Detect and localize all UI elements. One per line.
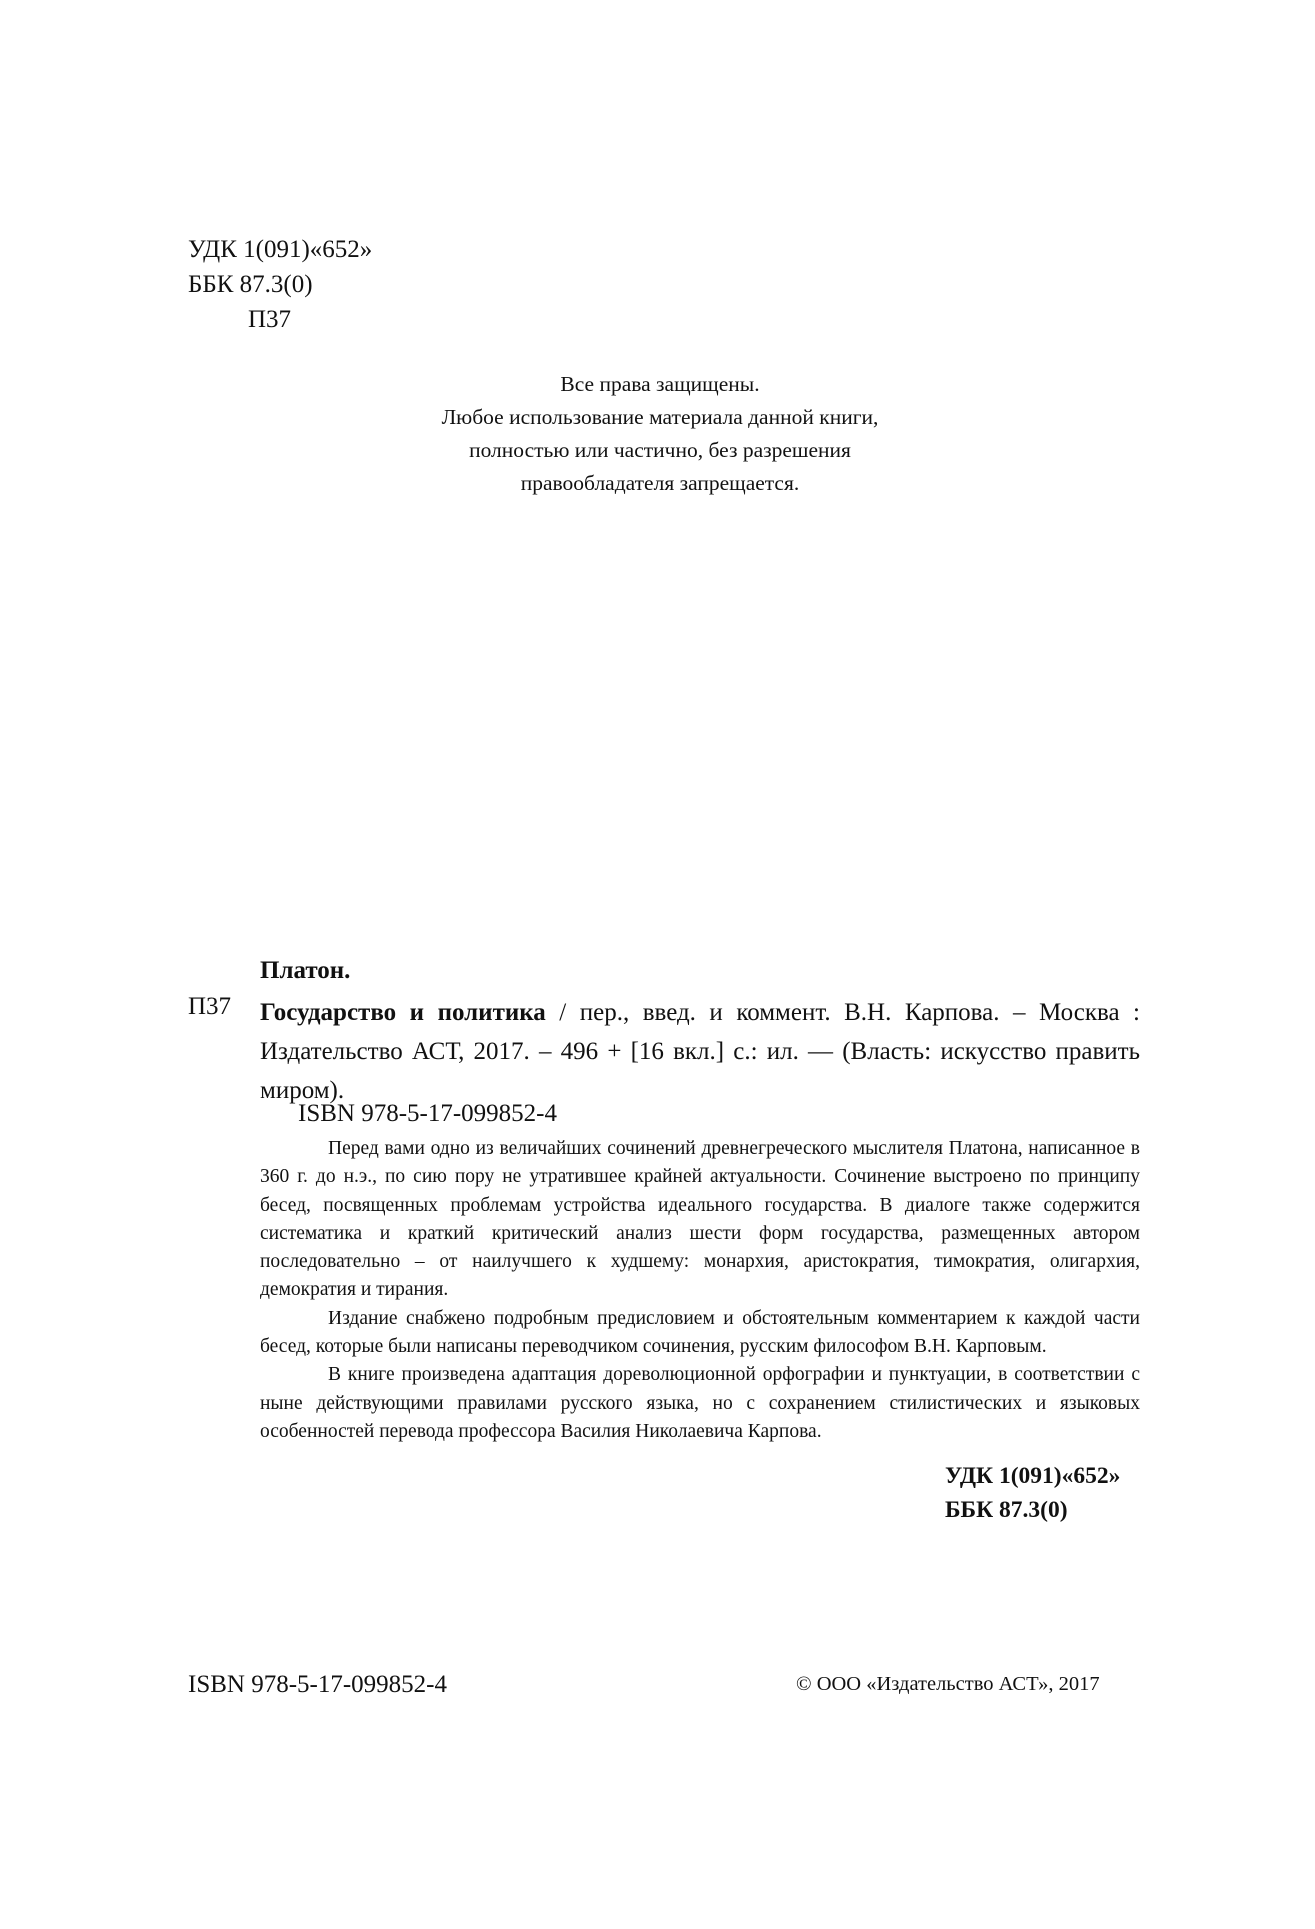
annotation-paragraph: Издание снабжено подробным предисловием и обстоятельным комментарием к каждой части бесед, которые были написаны переводчиком сочинения, русским философом В.Н. Карповым. bbox=[260, 1307, 1140, 1358]
author-sign: П37 bbox=[248, 306, 292, 333]
copyright-notice: © ООО «Издательство АСТ», 2017 bbox=[796, 1673, 1100, 1695]
rights-notice bbox=[330, 368, 990, 500]
annotation-paragraph: В книге произведена адаптация дореволюционной орфографии и пунктуации, в соответствии с ныне действующими правилами русского языка, но с сохранением стилистических и языковых особенностей перевода профессора Василия Николаевича Карпова. bbox=[260, 1364, 1140, 1442]
record-author: Платон. bbox=[260, 957, 351, 984]
bbk-code: ББК 87.3(0) bbox=[188, 271, 313, 298]
udk-code: УДК 1(091)«652» bbox=[945, 1463, 1121, 1489]
bibliographic-description bbox=[260, 993, 1140, 1110]
bbk-code: ББК 87.3(0) bbox=[945, 1497, 1068, 1523]
rights-line: Любое использование материала данной книги, bbox=[441, 405, 879, 429]
rights-line: Все права защищены. bbox=[560, 372, 760, 396]
book-title: Государство и политика bbox=[260, 999, 546, 1026]
annotation-paragraph: Перед вами одно из величайших сочинений древнегреческого мыслителя Платона, написанное в 360 г. до н.э., по сию пору не утратившее крайней актуальности. Сочинение выстроено по принципу бесед, посвященных проблемам устройства идеального государства. В диалоге также содержится систематика и краткий критический анализ шести форм государства, размещенных автором последовательно – от наилучшего к худшему: монархия, аристократия, тимократия, олигархия, демократия и тирания. bbox=[260, 1138, 1140, 1301]
record-classification-codes bbox=[945, 1459, 1120, 1527]
record-isbn: ISBN 978-5-17-099852-4 bbox=[298, 1100, 558, 1127]
classification-codes bbox=[188, 232, 372, 337]
rights-line: правообладателя запрещается. bbox=[520, 471, 800, 495]
rights-line: полностью или частично, без разрешения bbox=[469, 438, 851, 462]
annotation bbox=[260, 1135, 1140, 1446]
footer-isbn: ISBN 978-5-17-099852-4 bbox=[188, 1671, 448, 1698]
bibliographic-details: / пер., введ. и коммент. В.Н. Карпова. – Москва : Издательство АСТ, 2017. – 496 + [16 вкл.] с.: ил. — (Власть: искусство править миром). bbox=[260, 999, 1141, 1104]
udk-code: УДК 1(091)«652» bbox=[188, 236, 373, 263]
record-author-sign: П37 bbox=[188, 993, 232, 1020]
